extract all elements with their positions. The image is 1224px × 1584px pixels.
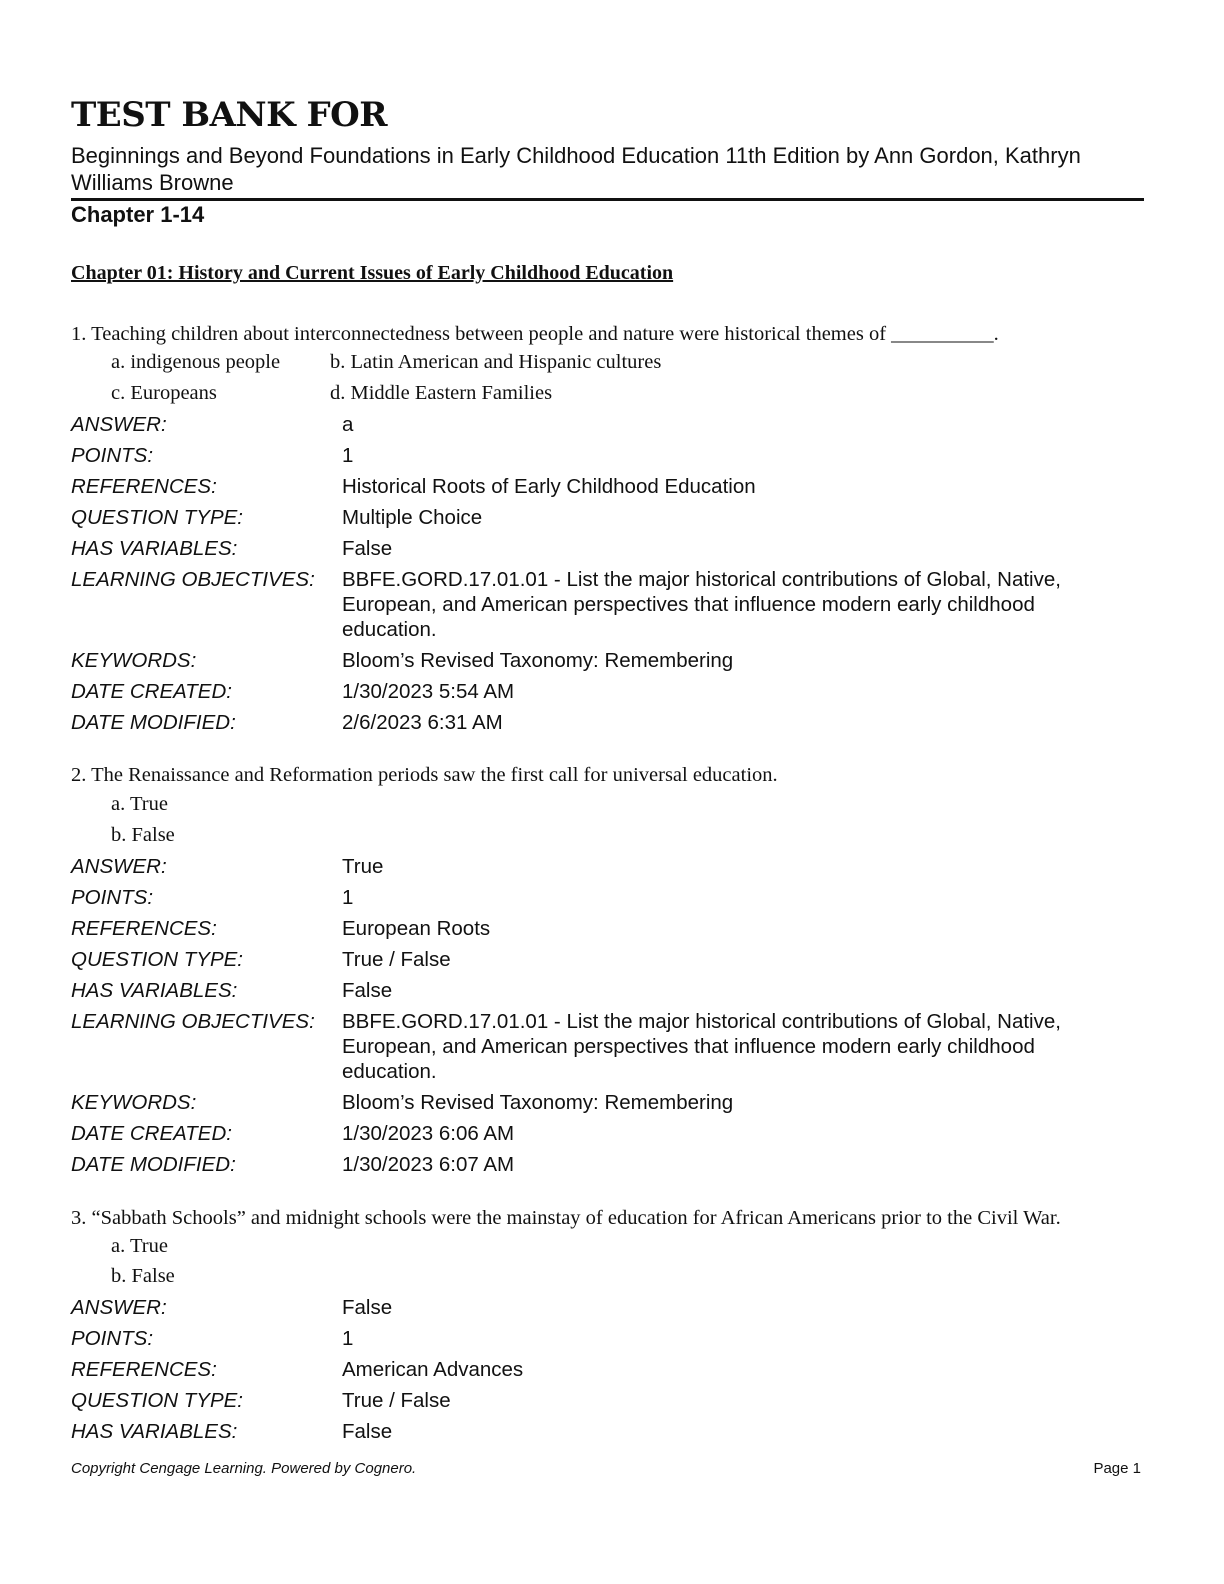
has-variables-label: HAS VARIABLES: [71,979,238,1002]
option-b: b. Latin American and Hispanic cultures [330,351,662,373]
header-rule [71,198,1144,201]
points-label: POINTS: [71,1327,154,1350]
question-type-label: QUESTION TYPE: [71,506,243,529]
references-value: European Roots [342,917,491,940]
date-modified-label: DATE MODIFIED: [71,1153,236,1176]
question-stem: 1. Teaching children about interconnectedness between people and nature were historical themes of __________. [71,323,999,345]
references-label: REFERENCES: [71,475,217,498]
learning-objectives-label: LEARNING OBJECTIVES: [71,1010,315,1033]
references-label: REFERENCES: [71,917,217,940]
date-modified-value: 1/30/2023 6:07 AM [342,1153,515,1176]
has-variables-label: HAS VARIABLES: [71,537,238,560]
has-variables-label: HAS VARIABLES: [71,1420,238,1443]
option-a: a. indigenous people [111,351,281,373]
option-c: c. Europeans [111,382,217,404]
references-value: American Advances [342,1358,524,1381]
learning-objectives-value: BBFE.GORD.17.01.01 - List the major historical contributions of Global, Native, European, and American perspectives that influence modern early childhood education. [342,568,1061,641]
option-a: a. True [111,793,168,815]
points-value: 1 [342,1327,354,1350]
points-value: 1 [342,886,354,909]
copyright-footer: Copyright Cengage Learning. Powered by Cognero. [71,1460,417,1477]
answer-label: ANSWER: [71,855,167,878]
has-variables-value: False [342,537,393,560]
points-label: POINTS: [71,444,154,467]
date-modified-label: DATE MODIFIED: [71,711,236,734]
keywords-value: Bloom’s Revised Taxonomy: Remembering [342,1091,734,1114]
question-stem: 3. “Sabbath Schools” and midnight schools were the mainstay of education for African Americans prior to the Civil War. [71,1207,1061,1229]
book-subtitle: Beginnings and Beyond Foundations in Early Childhood Education 11th Edition by Ann Gordon, Kathryn Williams Browne [71,143,1081,195]
references-label: REFERENCES: [71,1358,217,1381]
answer-label: ANSWER: [71,1296,167,1319]
option-b: b. False [111,1265,175,1287]
learning-objectives-label: LEARNING OBJECTIVES: [71,568,315,591]
test-bank-title: TEST BANK FOR [71,95,388,135]
option-a: a. True [111,1235,168,1257]
answer-value: True [342,855,384,878]
chapter-range: Chapter 1-14 [71,202,205,227]
answer-value: False [342,1296,393,1319]
has-variables-value: False [342,1420,393,1443]
option-b: b. False [111,824,175,846]
question-type-value: True / False [342,948,451,971]
question-type-value: Multiple Choice [342,506,483,529]
page-number: Page 1 [1093,1460,1141,1477]
learning-objectives-value: BBFE.GORD.17.01.01 - List the major historical contributions of Global, Native, European, and American perspectives that influence modern early childhood education. [342,1010,1061,1083]
points-value: 1 [342,444,354,467]
chapter-heading: Chapter 01: History and Current Issues of Early Childhood Education [71,262,674,284]
question-type-value: True / False [342,1389,451,1412]
question-stem: 2. The Renaissance and Reformation periods saw the first call for universal education. [71,764,778,786]
date-created-label: DATE CREATED: [71,1122,232,1145]
keywords-label: KEYWORDS: [71,649,197,672]
keywords-label: KEYWORDS: [71,1091,197,1114]
references-value: Historical Roots of Early Childhood Education [342,475,756,498]
date-created-value: 1/30/2023 5:54 AM [342,680,515,703]
has-variables-value: False [342,979,393,1002]
question-type-label: QUESTION TYPE: [71,948,243,971]
date-created-label: DATE CREATED: [71,680,232,703]
points-label: POINTS: [71,886,154,909]
date-created-value: 1/30/2023 6:06 AM [342,1122,515,1145]
date-modified-value: 2/6/2023 6:31 AM [342,711,503,734]
question-type-label: QUESTION TYPE: [71,1389,243,1412]
answer-label: ANSWER: [71,413,167,436]
option-d: d. Middle Eastern Families [330,382,553,404]
keywords-value: Bloom’s Revised Taxonomy: Remembering [342,649,734,672]
answer-value: a [342,413,354,436]
